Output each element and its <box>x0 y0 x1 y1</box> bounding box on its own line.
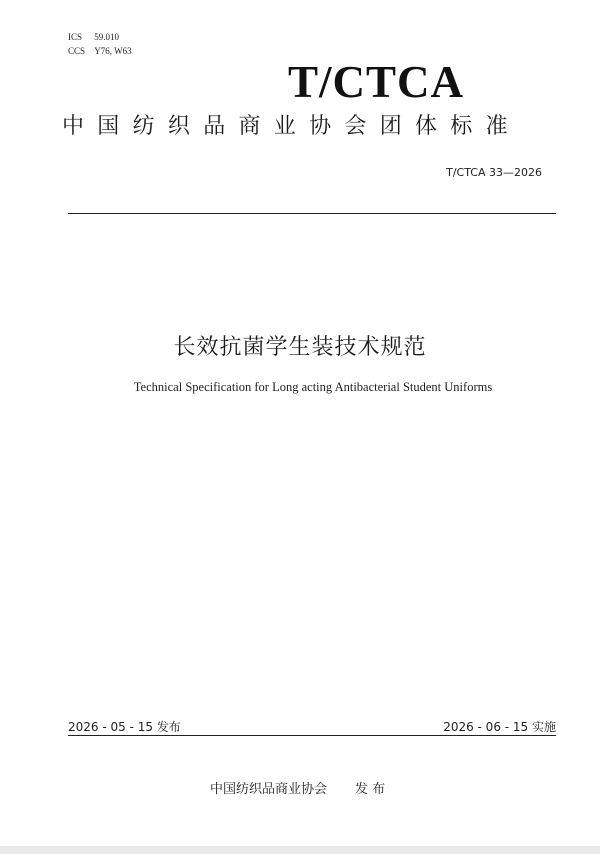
publisher-line <box>210 778 385 797</box>
ccs-label: CCS <box>68 46 86 56</box>
document-title-english: Technical Specification for Long acting Antibacterial Student Uniforms <box>133 380 493 394</box>
publisher-organization: 中国纺织品商业协会 <box>210 782 328 797</box>
issue-date: 2026 - 05 - 15 发布 <box>68 720 181 734</box>
implementation-date: 2026 - 06 - 15 实施 <box>443 720 556 734</box>
document-title-chinese: 长效抗菌学生装技术规范 <box>173 335 427 360</box>
ccs-code-row <box>68 44 132 58</box>
ics-code-row <box>68 30 132 44</box>
publisher-action: 发 布 <box>355 782 386 797</box>
classification-codes <box>68 30 132 58</box>
top-divider <box>68 213 556 214</box>
ccs-value: Y76, W63 <box>94 46 132 56</box>
page-bottom-edge <box>0 846 600 854</box>
standard-number: T/CTCA 33—2026 <box>446 166 542 179</box>
organization-standard-title: 中国纺织品商业协会团体标准 <box>62 114 521 139</box>
ics-value: 59.010 <box>94 32 119 42</box>
standard-brand-code: T/CTCA <box>288 57 465 107</box>
ics-label: ICS <box>68 32 83 42</box>
bottom-divider <box>68 735 556 736</box>
